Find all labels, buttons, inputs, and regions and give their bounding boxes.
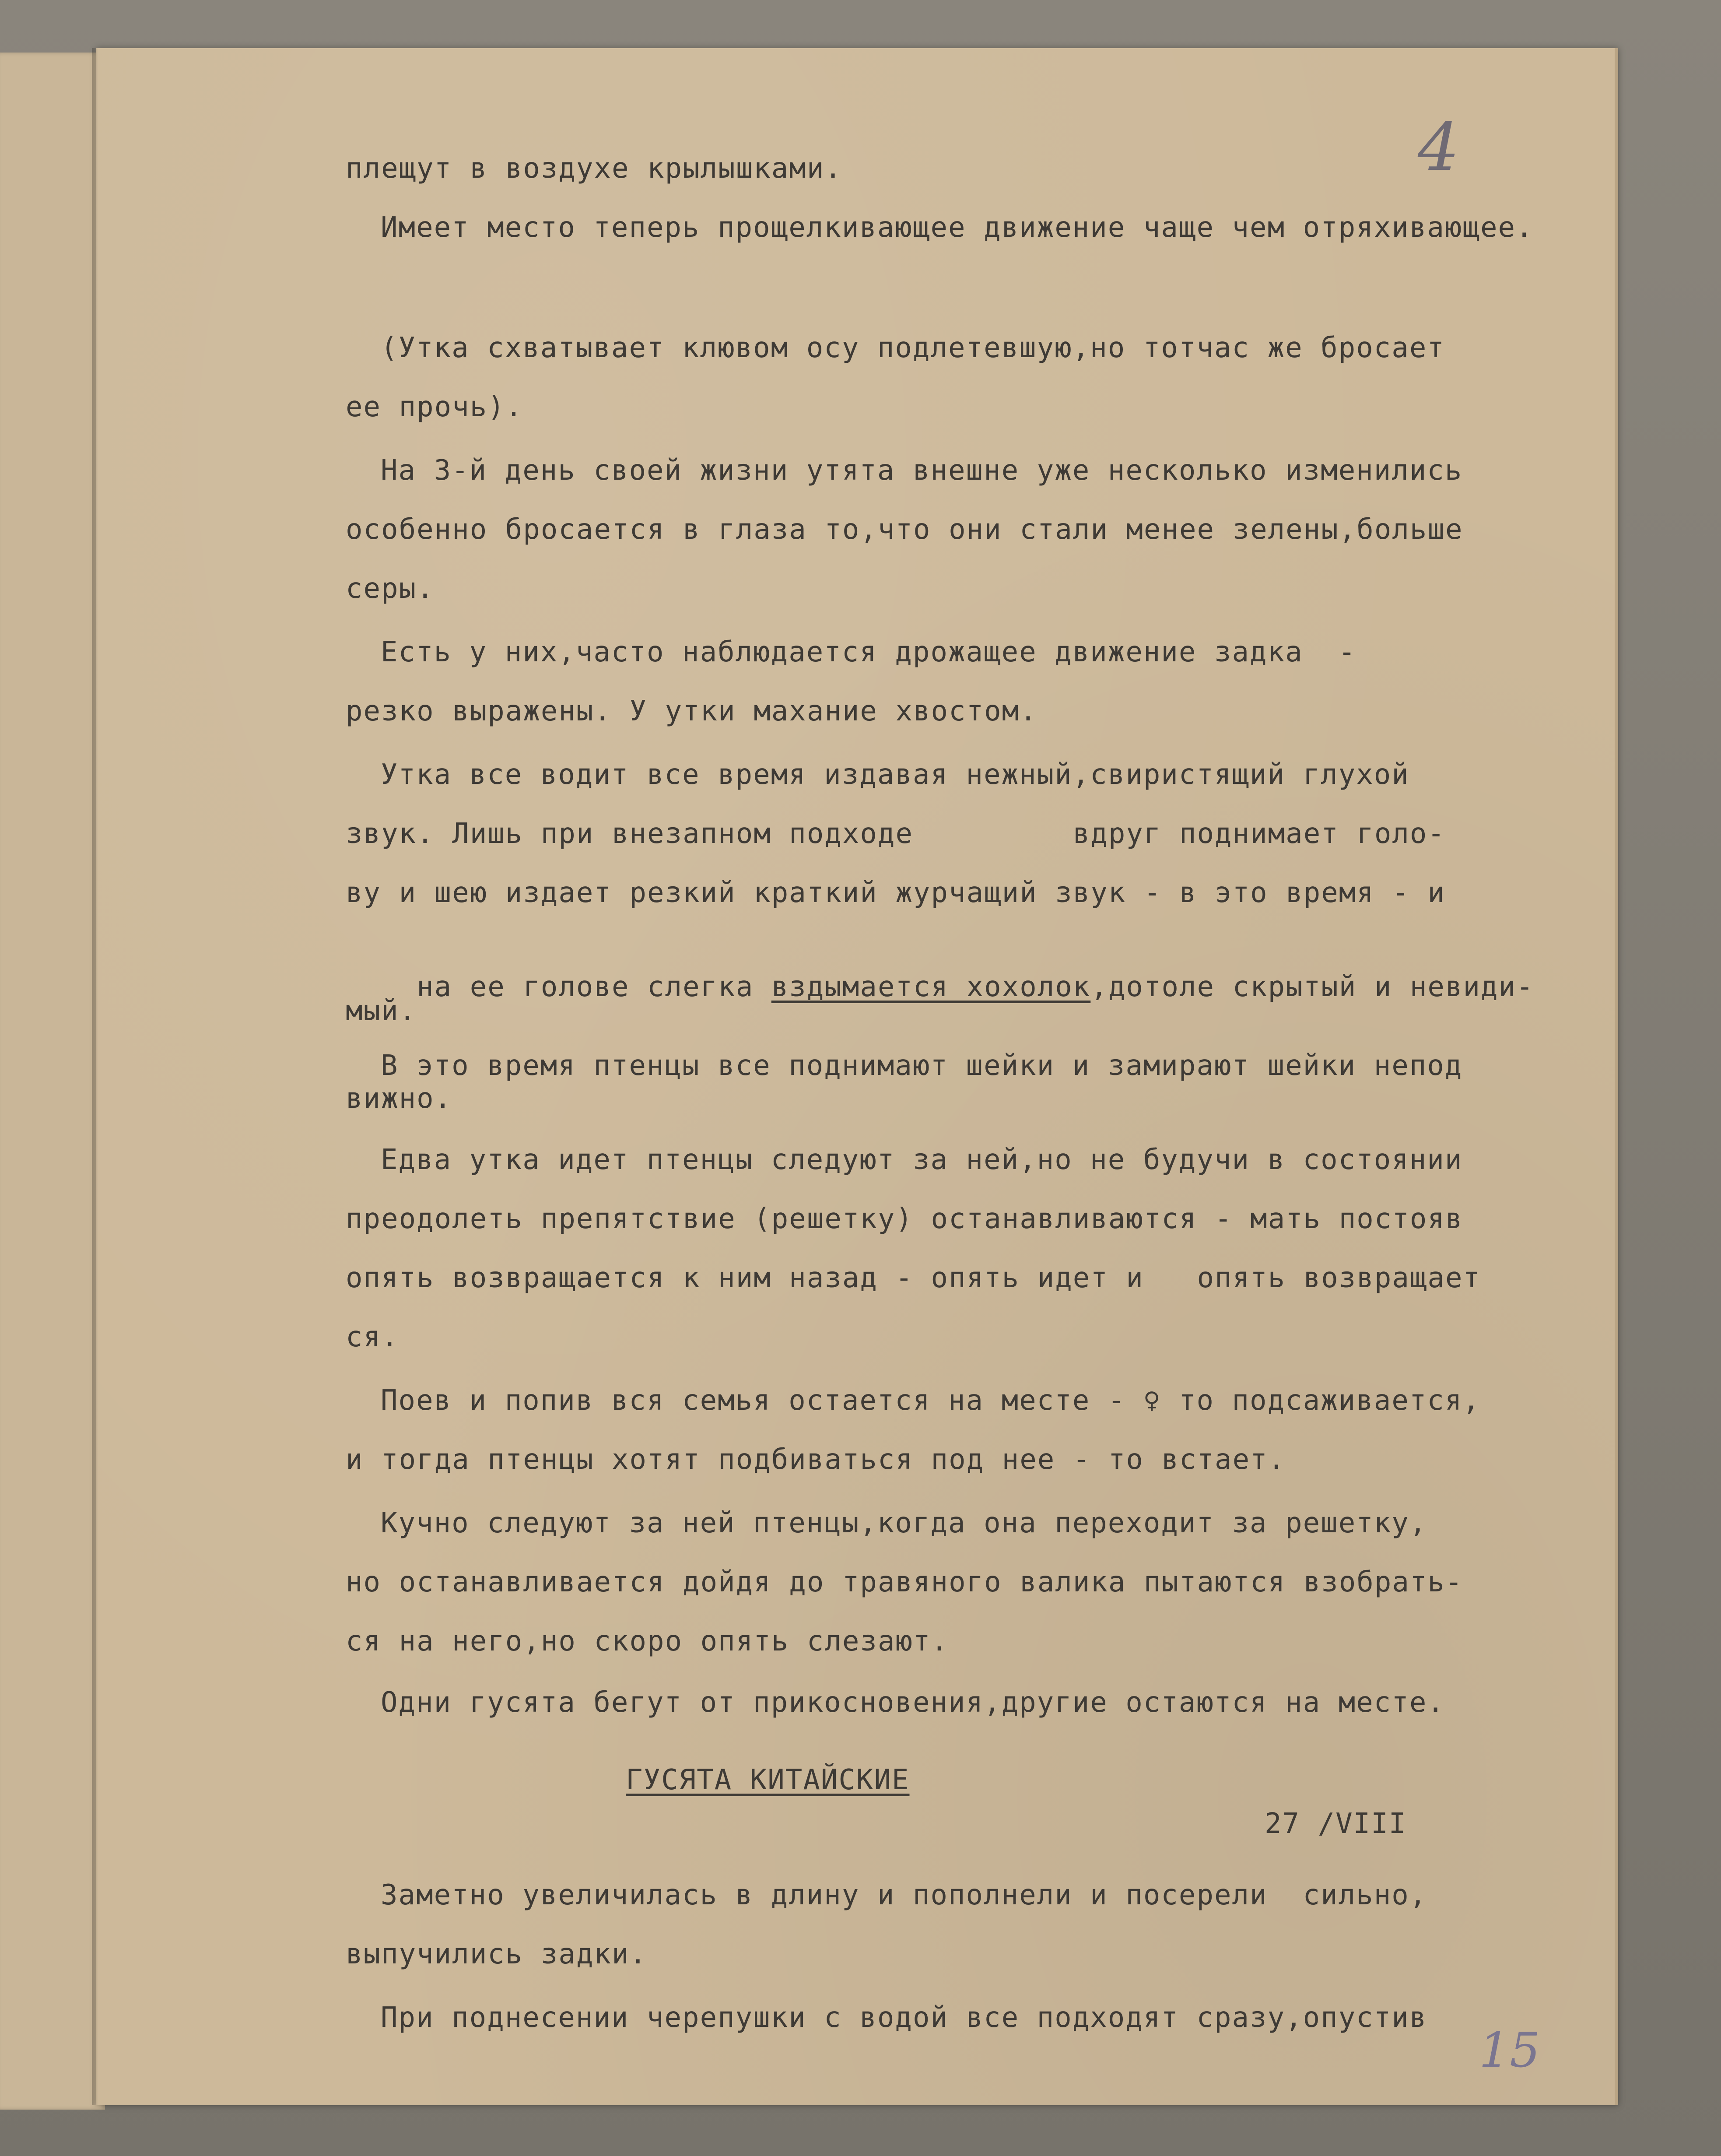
text-line: но останавливается дойдя до травяного валика пытаются взобрать- [346,1566,1463,1598]
text-line: ее прочь). [346,391,523,423]
text-line: Заметно увеличилась в длину и пополнели и посерели сильно, [381,1879,1427,1911]
text-line: Кучно следуют за ней птенцы,когда она переходит за решетку, [381,1507,1427,1539]
handwritten-folio-number: 15 [1479,2022,1540,2078]
text-line: В это время птенцы все поднимают шейки и замирают шейки непод [381,1050,1463,1082]
underlined-phrase: вздымается хохолок [771,971,1091,1003]
text-line [346,934,1534,1003]
text-line: При поднесении черепушки с водой все подходят сразу,опустив [381,2001,1427,2034]
text-line: На 3-й день своей жизни утята внешне уже несколько изменились [381,454,1463,487]
text-segment: ,дотоле скрытый и невиди- [1090,971,1534,1003]
left-page-edge [0,53,105,2110]
text-line: звук. Лишь при внезапном подходе вдруг поднимает голо- [346,818,1445,850]
handwritten-page-number: 4 [1418,109,1460,186]
text-line: ся. [346,1321,399,1353]
text-segment: на ее голове слегка [417,971,754,1003]
text-line: ву и шею издает резкий краткий журчащий звук - в это время - и [346,877,1445,909]
text-line: преодолеть препятствие (решетку) останавливаются - мать постояв [346,1203,1463,1235]
text-line: Едва утка идет птенцы следуют за ней,но не будучи в состоянии [381,1144,1463,1176]
text-line: серы. [346,572,435,605]
text-line: ся на него,но скоро опять слезают. [346,1625,949,1657]
text-line: особенно бросается в глаза то,что они стали менее зелены,больше [346,513,1463,546]
text-line: опять возвращается к ним назад - опять идет и опять возвращает [346,1262,1481,1294]
text-line: Есть у них,часто наблюдается дрожащее движение задка - [381,636,1356,668]
text-line: Одни гусята бегут от прикосновения,другие остаются на месте. [381,1686,1445,1719]
text-line: плещут в воздухе крылышками. [346,152,842,185]
page-fold [92,48,98,2105]
section-date: 27 /VIII [1265,1808,1407,1840]
text-line: резко выражены. У утки махание хвостом. [346,695,1038,727]
text-line: мый. [346,995,417,1027]
text-line: (Утка схватывает клювом осу подлетевшую,но тотчас же бросает [381,332,1445,364]
text-line: вижно. [346,1082,452,1115]
section-heading: ГУСЯТА КИТАЙСКИЕ [626,1764,910,1796]
text-line: Утка все водит все время издавая нежный,свиристящий глухой [381,758,1409,791]
text-line: Поев и попив вся семья остается на месте - ♀ то подсаживается, [381,1384,1480,1417]
text-line: и тогда птенцы хотят подбиваться под нее - то встает. [346,1443,1286,1476]
text-line: выпучились задки. [346,1938,648,1970]
text-line: Имеет место теперь прощелкивающее движение чаще чем отряхивающее. [381,211,1534,244]
